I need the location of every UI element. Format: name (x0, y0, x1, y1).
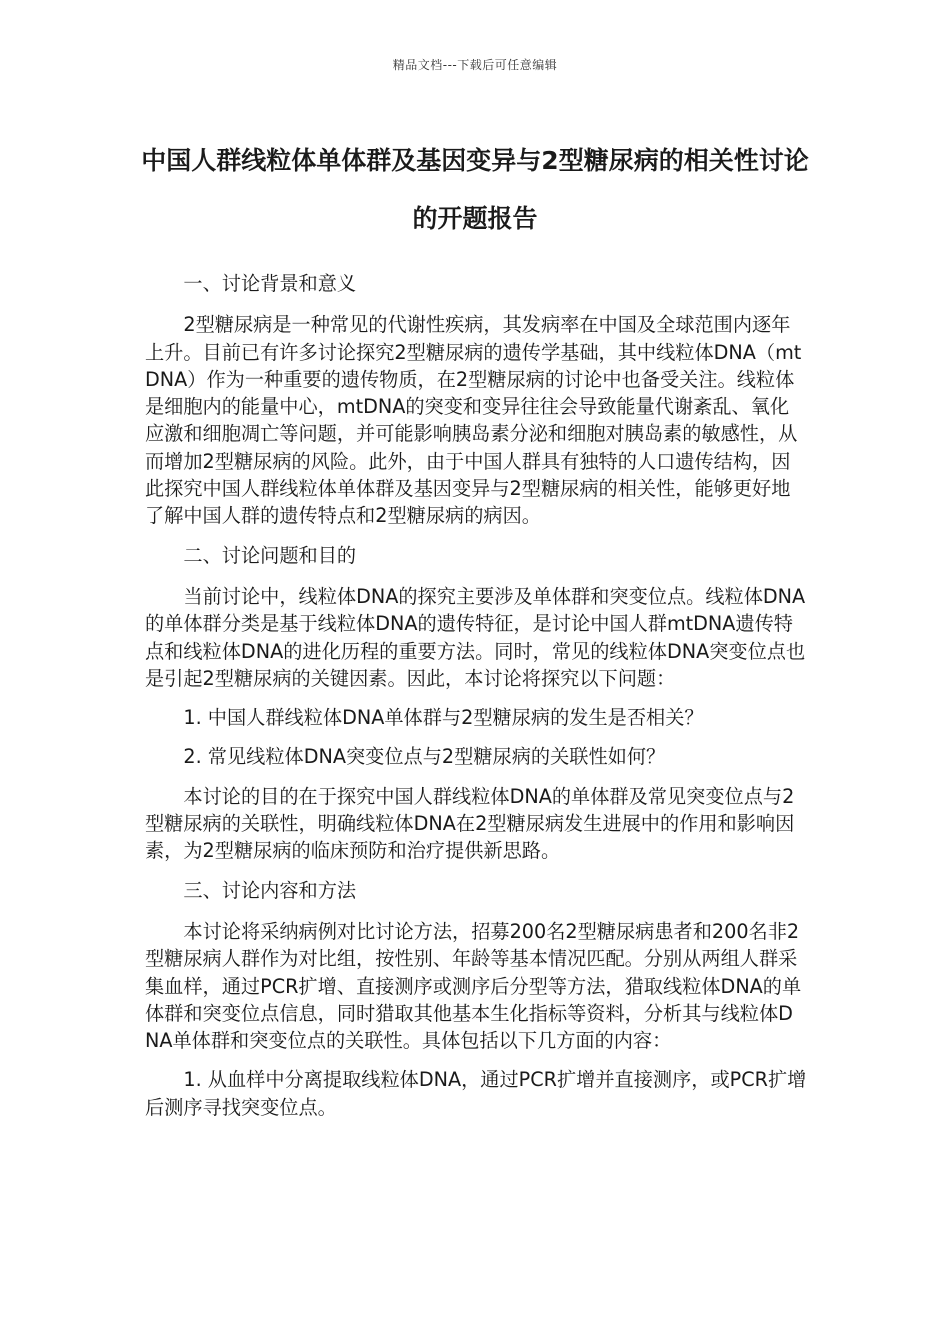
section-heading-background: 一、讨论背景和意义 (183, 272, 357, 295)
page-header: 精品文档---下载后可任意编辑 (392, 58, 558, 72)
section-heading-methods: 三、讨论内容和方法 (183, 878, 357, 902)
question-item-1: 1. 中国人群线粒体DNA单体群与2型糖尿病的发生是否相关？ (183, 706, 704, 730)
paragraph-questions: 当前讨论中，线粒体DNA的探究主要涉及单体群和突变位点。线粒体DNA的单体群分类是基于线粒体DNA的遗传特征，是讨论中国人群mtDNA遗传特点和线粒体DNA的进化历程的重要方法。同时，常见的线粒体DNA突变位点也是引起2型糖尿病的关键因素。因此，本讨论将探究以下问题： (145, 584, 806, 690)
document-body (145, 270, 807, 1133)
paragraph-purpose: 本讨论的目的在于探究中国人群线粒体DNA的单体群及常见突变位点与2型糖尿病的关联性，明确线粒体DNA在2型糖尿病发生进展中的作用和影响因素，为2型糖尿病的临床预防和治疗提供新思路。 (145, 784, 795, 863)
document-title: 中国人群线粒体单体群及基因变异与2型糖尿病的相关性讨论的开题报告 (141, 146, 809, 233)
method-item-1: 1. 从血样中分离提取线粒体DNA，通过PCR扩增并直接测序，或PCR扩增后测序寻找突变位点。 (145, 1068, 807, 1119)
section-heading-questions: 二、讨论问题和目的 (183, 543, 357, 567)
paragraph-methods: 本讨论将采纳病例对比讨论方法，招募200名2型糖尿病患者和200名非2型糖尿病人群作为对比组，按性别、年龄等基本情况匹配。分别从两组人群采集血样，通过PCR扩增、直接测序或测序后分型等方法，猎取线粒体DNA的单体群和突变位点信息，同时猎取其他基本生化指标等资料，分析其与线粒体DNA单体群和突变位点的关联性。具体包括以下几方面的内容： (145, 919, 802, 1053)
paragraph-background: 2型糖尿病是一种常见的代谢性疾病，其发病率在中国及全球范围内逐年上升。目前已有许多讨论探究2型糖尿病的遗传学基础，其中线粒体DNA（mtDNA）作为一种重要的遗传物质，在2型糖尿病的讨论中也备受关注。线粒体是细胞内的能量中心，mtDNA的突变和变异往往会导致能量代谢紊乱、氧化应激和细胞凋亡等问题，并可能影响胰岛素分泌和细胞对胰岛素的敏感性，从而增加2型糖尿病的风险。此外，由于中国人群具有独特的人口遗传结构，因此探究中国人群线粒体单体群及基因变异与2型糖尿病的相关性，能够更好地了解中国人群的遗传特点和2型糖尿病的病因。 (145, 313, 802, 528)
question-item-2: 2. 常见线粒体DNA突变位点与2型糖尿病的关联性如何？ (183, 745, 666, 769)
